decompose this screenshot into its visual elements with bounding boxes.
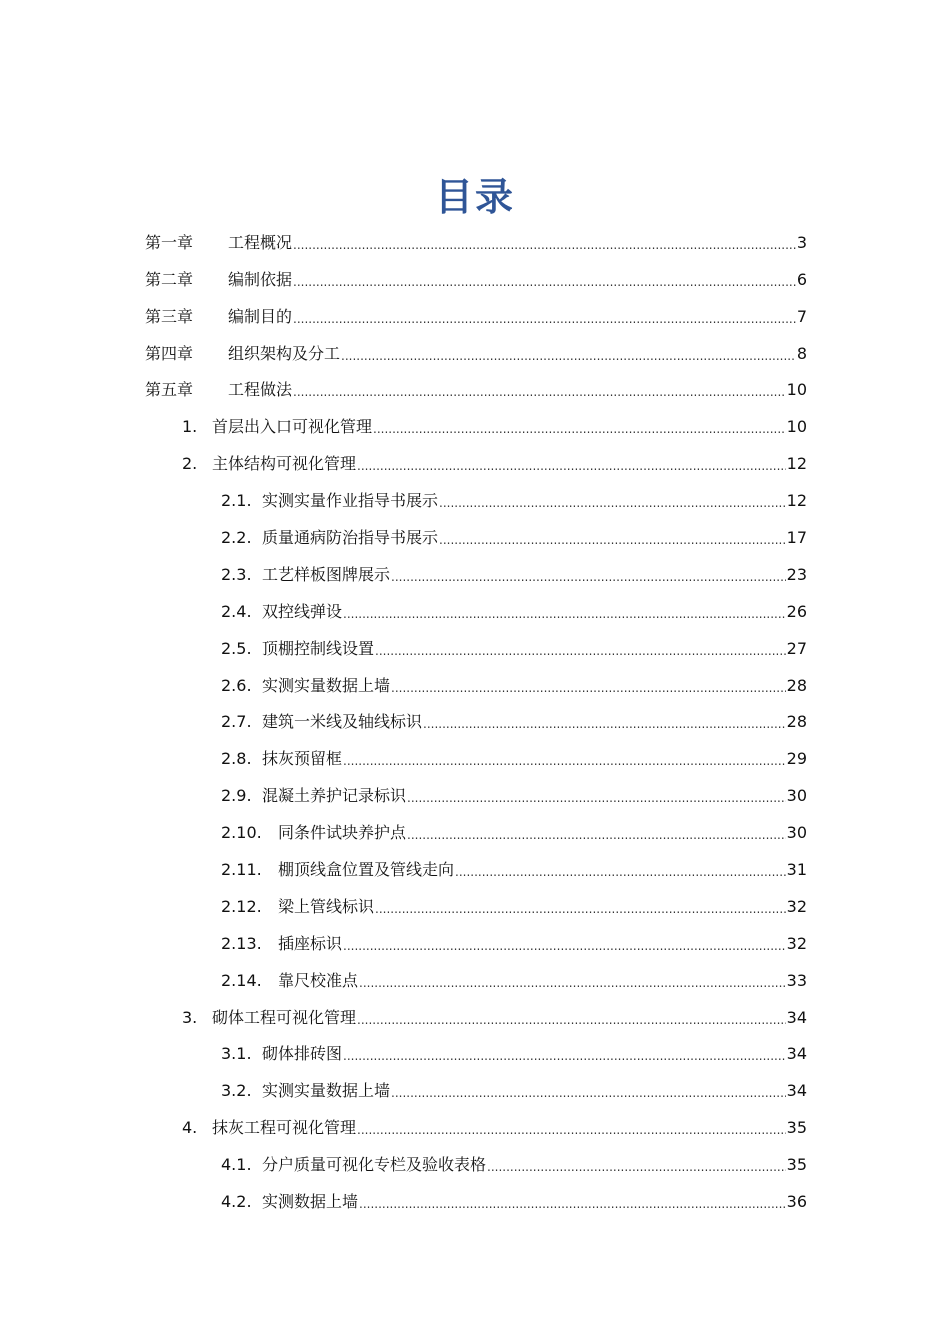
toc-dot-leader: [439, 531, 786, 549]
toc-entry-number: 第三章: [145, 306, 194, 326]
toc-entry-number: 2.2.: [221, 528, 252, 548]
toc-entry-page-number: 6: [796, 269, 807, 289]
toc-entry-label: 同条件试块养护点: [278, 823, 407, 843]
toc-entry-label: 工程概况: [228, 232, 293, 252]
toc-dot-leader: [375, 642, 786, 660]
toc-dot-leader: [359, 974, 786, 992]
toc-entry-page-number: 34: [786, 1044, 807, 1064]
toc-entry-page-number: 10: [786, 417, 807, 437]
toc-entry[interactable]: [145, 807, 807, 844]
toc-entry-label: 双控线弹设: [262, 601, 343, 621]
toc-entry-number: 3.2.: [221, 1081, 252, 1101]
toc-dot-leader: [343, 1047, 786, 1065]
toc-dot-leader: [391, 679, 786, 697]
toc-entry-page-number: 34: [786, 1007, 807, 1027]
toc-entry[interactable]: [145, 438, 807, 475]
toc-dot-leader: [439, 494, 786, 512]
toc-entry-label: 抹灰工程可视化管理: [212, 1118, 357, 1138]
toc-entry-label: 混凝土养护记录标识: [262, 786, 407, 806]
toc-entry[interactable]: [145, 918, 807, 955]
toc-entry-number: 4.2.: [221, 1192, 252, 1212]
toc-entry-label: 工艺样板图牌展示: [262, 564, 391, 584]
toc-dot-leader: [407, 789, 786, 807]
toc-entry-page-number: 35: [786, 1155, 807, 1175]
toc-entry-label: 靠尺校准点: [278, 970, 359, 990]
toc-entry-number: 2.7.: [221, 712, 252, 732]
toc-entry-page-number: 8: [796, 343, 807, 363]
toc-entry-page-number: 33: [786, 970, 807, 990]
toc-entry[interactable]: [145, 1139, 807, 1176]
toc-entry-label: 顶棚控制线设置: [262, 638, 375, 658]
toc-entry-number: 2.6.: [221, 675, 252, 695]
toc-entry-page-number: 12: [786, 454, 807, 474]
toc-entry-number: 2.11.: [221, 860, 262, 880]
toc-entry-label: 建筑一米线及轴线标识: [262, 712, 423, 732]
toc-entry[interactable]: [145, 217, 807, 254]
toc-dot-leader: [357, 1011, 786, 1029]
toc-entry[interactable]: [145, 1065, 807, 1102]
toc-dot-leader: [341, 347, 796, 365]
toc-entry-label: 编制依据: [228, 269, 293, 289]
toc-entry-number: 2.1.: [221, 491, 252, 511]
toc-entry-page-number: 30: [786, 823, 807, 843]
toc-entry-page-number: 29: [786, 749, 807, 769]
toc-dot-leader: [357, 1121, 786, 1139]
toc-entry[interactable]: [145, 770, 807, 807]
toc-entry[interactable]: [145, 549, 807, 586]
toc-entry-label: 梁上管线标识: [278, 896, 375, 916]
toc-dot-leader: [343, 937, 786, 955]
toc-dot-leader: [391, 568, 786, 586]
toc-dot-leader: [391, 1084, 786, 1102]
toc-entry-number: 4.: [182, 1118, 198, 1138]
toc-entry-page-number: 34: [786, 1081, 807, 1101]
toc-entry-number: 2.3.: [221, 564, 252, 584]
toc-entry[interactable]: [145, 291, 807, 328]
toc-entry-page-number: 31: [786, 860, 807, 880]
toc-entry-label: 实测数据上墙: [262, 1192, 359, 1212]
toc-entry-page-number: 28: [786, 675, 807, 695]
toc-entry[interactable]: [145, 623, 807, 660]
toc-entry-page-number: 32: [786, 933, 807, 953]
toc-dot-leader: [407, 826, 786, 844]
toc-dot-leader: [293, 236, 796, 254]
toc-entry-label: 实测实量数据上墙: [262, 675, 391, 695]
toc-entry[interactable]: [145, 697, 807, 734]
toc-entry-number: 2.5.: [221, 638, 252, 658]
toc-dot-leader: [293, 273, 796, 291]
toc-dot-leader: [343, 752, 786, 770]
toc-dot-leader: [293, 383, 786, 401]
toc-entry-label: 插座标识: [278, 933, 343, 953]
toc-entry-label: 分户质量可视化专栏及验收表格: [262, 1155, 487, 1175]
toc-entry-page-number: 23: [786, 564, 807, 584]
toc-dot-leader: [455, 863, 786, 881]
toc-entry-page-number: 32: [786, 896, 807, 916]
toc-entry-number: 2.13.: [221, 933, 262, 953]
toc-entry-number: 2.8.: [221, 749, 252, 769]
toc-entry-number: 2.14.: [221, 970, 262, 990]
toc-entry-page-number: 35: [786, 1118, 807, 1138]
toc-entry-page-number: 10: [786, 380, 807, 400]
toc-entry-label: 组织架构及分工: [228, 343, 341, 363]
toc-entry-label: 质量通病防治指导书展示: [262, 528, 439, 548]
toc-dot-leader: [487, 1158, 786, 1176]
toc-entry[interactable]: [145, 475, 807, 512]
toc-entry[interactable]: [145, 844, 807, 881]
toc-entry-label: 工程做法: [228, 380, 293, 400]
toc-entry[interactable]: [145, 586, 807, 623]
toc-entry[interactable]: [145, 955, 807, 992]
toc-entry-label: 主体结构可视化管理: [212, 454, 357, 474]
toc-dot-leader: [373, 420, 786, 438]
toc-entry-number: 第一章: [145, 232, 194, 252]
toc-entry-page-number: 36: [786, 1192, 807, 1212]
toc-entry-page-number: 17: [786, 528, 807, 548]
toc-entry-number: 第二章: [145, 269, 194, 289]
toc-entry[interactable]: [145, 881, 807, 918]
toc-entry-number: 第四章: [145, 343, 194, 363]
toc-entry-number: 3.1.: [221, 1044, 252, 1064]
toc-entry-page-number: 30: [786, 786, 807, 806]
toc-entry-page-number: 26: [786, 601, 807, 621]
toc-entry-label: 首层出入口可视化管理: [212, 417, 373, 437]
toc-entry-number: 2.4.: [221, 601, 252, 621]
toc-entry-number: 2.12.: [221, 896, 262, 916]
toc-entry-label: 实测实量数据上墙: [262, 1081, 391, 1101]
toc-entry-label: 抹灰预留框: [262, 749, 343, 769]
toc-entry[interactable]: [145, 401, 807, 438]
toc-title: 目录: [434, 175, 515, 219]
toc-entry-page-number: 27: [786, 638, 807, 658]
toc-entry-label: 棚顶线盒位置及管线走向: [278, 860, 455, 880]
toc-entry-number: 2.: [182, 454, 198, 474]
toc-entry[interactable]: [145, 1176, 807, 1213]
toc-entry-number: 2.9.: [221, 786, 252, 806]
toc-dot-leader: [343, 605, 786, 623]
toc-entry-number: 2.10.: [221, 823, 262, 843]
toc-entry[interactable]: [145, 1102, 807, 1139]
toc-entry-label: 砌体排砖图: [262, 1044, 343, 1064]
toc-dot-leader: [375, 900, 786, 918]
toc-dot-leader: [423, 715, 786, 733]
toc-entry[interactable]: [145, 992, 807, 1029]
toc-entry-page-number: 3: [796, 232, 807, 252]
toc-entry-number: 3.: [182, 1007, 198, 1027]
toc-entry-page-number: 12: [786, 491, 807, 511]
toc-dot-leader: [359, 1195, 786, 1213]
toc-entry-label: 编制目的: [228, 306, 293, 326]
table-of-contents: [145, 217, 807, 1213]
toc-entry-label: 实测实量作业指导书展示: [262, 491, 439, 511]
toc-entry-page-number: 7: [796, 306, 807, 326]
toc-entry[interactable]: [145, 512, 807, 549]
toc-entry-number: 1.: [182, 417, 198, 437]
toc-entry[interactable]: [145, 660, 807, 697]
toc-entry[interactable]: [145, 328, 807, 365]
toc-entry[interactable]: [145, 254, 807, 291]
toc-entry-number: 第五章: [145, 380, 194, 400]
toc-entry-number: 4.1.: [221, 1155, 252, 1175]
toc-dot-leader: [293, 310, 796, 328]
toc-entry-page-number: 28: [786, 712, 807, 732]
toc-entry[interactable]: [145, 733, 807, 770]
toc-entry[interactable]: [145, 1029, 807, 1066]
toc-entry-label: 砌体工程可视化管理: [212, 1007, 357, 1027]
toc-dot-leader: [357, 457, 786, 475]
toc-entry[interactable]: [145, 365, 807, 402]
